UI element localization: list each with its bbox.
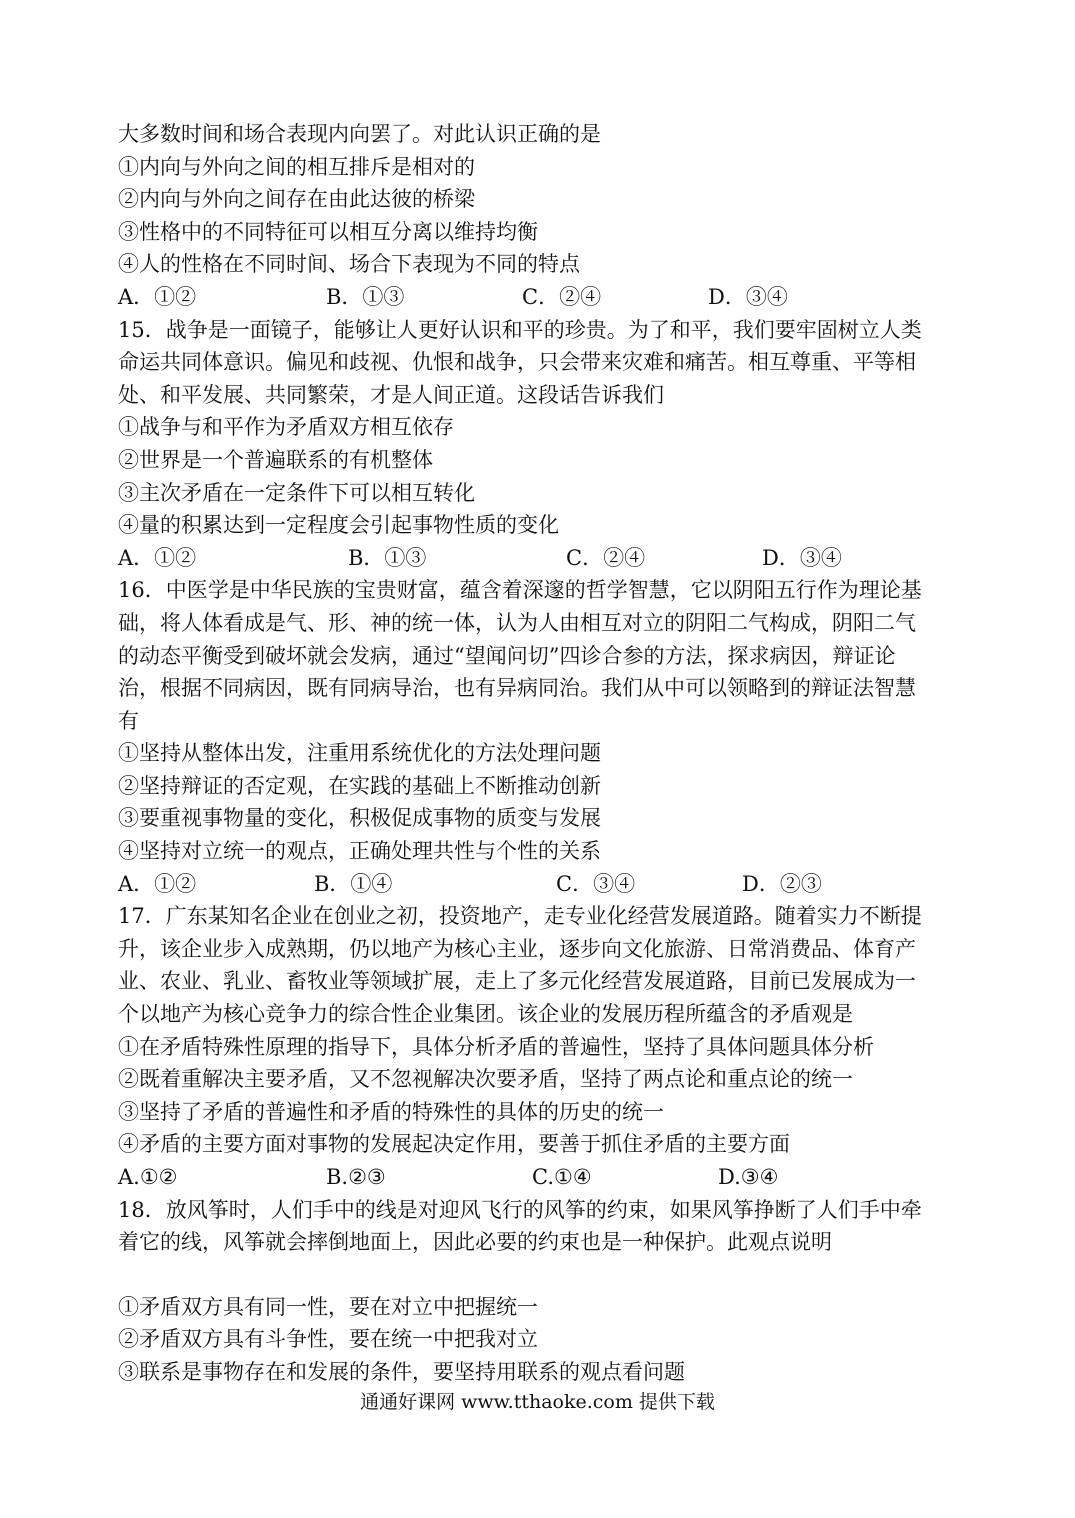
answer-options-17 [118, 1161, 968, 1194]
choice-statement: ④矛盾的主要方面对事物的发展起决定作用，要善于抓住矛盾的主要方面 [118, 1132, 790, 1157]
option-d: D．③④ [762, 545, 842, 570]
choice-statement: ③主次矛盾在一定条件下可以相互转化 [118, 480, 475, 505]
option-d: D．②③ [742, 871, 822, 896]
choice-statement: ①在矛盾特殊性原理的指导下，具体分析矛盾的普遍性，坚持了具体问题具体分析 [118, 1034, 874, 1059]
question-15-text: 15．战争是一面镜子，能够让人更好认识和平的珍贵。为了和平，我们要牢固树立人类 [118, 317, 922, 342]
page-footer: 通通好课网 www.tthaoke.com 提供下载 [360, 1391, 715, 1413]
answer-options-16 [118, 868, 968, 901]
option-b: B．①④ [314, 871, 393, 896]
option-d: D.③④ [718, 1165, 779, 1189]
option-b: B．①③ [326, 284, 405, 309]
question-15-text: 命运共同体意识。偏见和歧视、仇恨和战争，只会带来灾难和痛苦。相互尊重、平等相 [118, 350, 916, 375]
option-a: A.①② [118, 1165, 178, 1189]
blank-gap [118, 1259, 968, 1291]
choice-statement: ②世界是一个普遍联系的有机整体 [118, 447, 433, 472]
question-16-text: 的动态平衡受到破坏就会发病，通过“望闻问切”四诊合参的方法，探求病因，辩证论 [118, 643, 896, 668]
choice-statement: ③坚持了矛盾的普遍性和矛盾的特殊性的具体的历史的统一 [118, 1099, 664, 1124]
question-17-text: 个以地产为核心竞争力的综合性企业集团。该企业的发展历程所蕴含的矛盾观是 [118, 1002, 853, 1027]
question-16-text: 础，将人体看成是气、形、神的统一体，认为人由相互对立的阴阳二气构成，阴阳二气 [118, 610, 916, 635]
question-16-text: 有 [118, 708, 139, 733]
question-17-text: 升，该企业步入成熟期，仍以地产为核心主业，逐步向文化旅游、日常消费品、体育产 [118, 936, 916, 961]
choice-statement: ②既着重解决主要矛盾，又不忽视解决次要矛盾，坚持了两点论和重点论的统一 [118, 1067, 853, 1092]
question-17-text: 业、农业、乳业、畜牧业等领域扩展，走上了多元化经营发展道路，目前已发展成为一 [118, 969, 916, 994]
choice-statement: ③联系是事物存在和发展的条件，要坚持用联系的观点看问题 [118, 1359, 685, 1384]
question-18-text: 着它的线，风筝就会摔倒地面上，因此必要的约束也是一种保护。此观点说明 [118, 1230, 832, 1255]
choice-statement: ②矛盾双方具有斗争性，要在统一中把我对立 [118, 1327, 538, 1352]
choice-statement: ③性格中的不同特征可以相互分离以维持均衡 [118, 219, 538, 244]
option-c: C.①④ [532, 1165, 592, 1189]
choice-statement: ④人的性格在不同时间、场合下表现为不同的特点 [118, 252, 580, 277]
option-b: B.②③ [326, 1165, 386, 1189]
question-17-text: 17．广东某知名企业在创业之初，投资地产，走专业化经营发展道路。随着实力不断提 [118, 904, 922, 929]
question-16-text: 治，根据不同病因，既有同病导治，也有异病同治。我们从中可以领略到的辩证法智慧 [118, 676, 916, 701]
choice-statement: ①内向与外向之间的相互排斥是相对的 [118, 154, 475, 179]
option-c: C．②④ [522, 284, 602, 309]
option-a: A．①② [118, 284, 197, 309]
choice-statement: ③要重视事物量的变化，积极促成事物的质变与发展 [118, 806, 601, 831]
question-15-text: 处、和平发展、共同繁荣，才是人间正道。这段话告诉我们 [118, 382, 664, 407]
answer-options-14 [118, 281, 968, 314]
choice-statement: ②坚持辩证的否定观，在实践的基础上不断推动创新 [118, 773, 601, 798]
question-16-text: 16．中医学是中华民族的宝贵财富，蕴含着深邃的哲学智慧，它以阴阳五行作为理论基 [118, 578, 922, 603]
option-c: C．②④ [566, 545, 646, 570]
option-a: A．①② [118, 545, 197, 570]
option-b: B．①③ [348, 545, 427, 570]
choice-statement: ②内向与外向之间存在由此达彼的桥梁 [118, 187, 475, 212]
choice-statement: ①战争与和平作为矛盾双方相互依存 [118, 415, 454, 440]
exam-page [118, 118, 968, 1389]
choice-statement: ④坚持对立统一的观点，正确处理共性与个性的关系 [118, 839, 601, 864]
option-d: D．③④ [708, 284, 788, 309]
option-c: C．③④ [556, 871, 636, 896]
choice-statement: ①矛盾双方具有同一性，要在对立中把握统一 [118, 1294, 538, 1319]
question-18-text: 18．放风筝时，人们手中的线是对迎风飞行的风筝的约束，如果风筝挣断了人们手中牵 [118, 1197, 922, 1222]
choice-statement: ①坚持从整体出发，注重用系统优化的方法处理问题 [118, 741, 601, 766]
choice-statement: ④量的积累达到一定程度会引起事物性质的变化 [118, 513, 559, 538]
answer-options-15 [118, 542, 968, 575]
option-a: A．①② [118, 871, 197, 896]
text-line: 大多数时间和场合表现内向罢了。对此认识正确的是 [118, 122, 601, 146]
